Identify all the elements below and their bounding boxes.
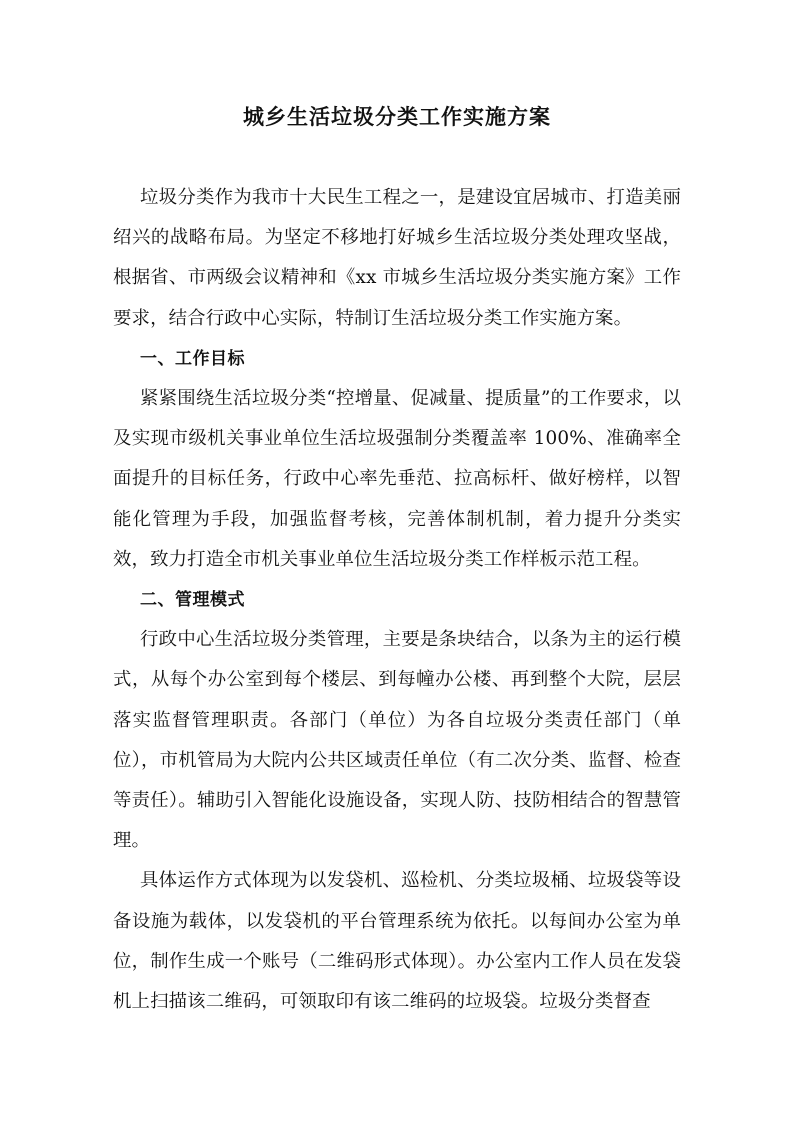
management-paragraph-2: 具体运作方式体现为以发袋机、巡检机、分类垃圾桶、垃圾袋等设备设施为载体，以发袋机的平台管理系统为依托。以每间办公室为单位，制作生成一个账号（二维码形式体现）。办公室内工作人员在发袋机上扫描该二维码，可领取印有该二维码的垃圾袋。垃圾分类督查 (113, 870, 681, 1013)
intro-paragraph: 垃圾分类作为我市十大民生工程之一，是建设宜居城市、打造美丽绍兴的战略布局。为坚定不移地打好城乡生活垃圾分类处理攻坚战，根据省、市两级会议精神和《xx 市城乡生活垃圾分类实施方案》工作要求，结合行政中心实际，特制订生活垃圾分类工作实施方案。 (113, 187, 681, 329)
goals-paragraph: 紧紧围绕生活垃圾分类“控增量、促减量、提质量”的工作要求，以及实现市级机关事业单位生活垃圾强制分类覆盖率 100%、准确率全面提升的目标任务，行政中心率先垂范、拉高标杆、做好榜样，以智能化管理为手段，加强监督考核，完善体制机制，着力提升分类实效，致力打造全市机关事业单位生活垃圾分类工作样板示范工程。 (113, 388, 681, 570)
section-heading-goals: 一、工作目标 (140, 348, 245, 369)
document-body (113, 178, 681, 1022)
document-title: 城乡生活垃圾分类工作实施方案 (243, 105, 551, 129)
section-heading-management: 二、管理模式 (140, 590, 245, 611)
management-paragraph-1: 行政中心生活垃圾分类管理，主要是条块结合，以条为主的运行模式，从每个办公室到每个楼层、到每幢办公楼、再到整个大院，层层落实监督管理职责。各部门（单位）为各自垃圾分类责任部门（单位），市机管局为大院内公共区域责任单位（有二次分类、监督、检查等责任）。辅助引入智能化设施设备，实现人防、技防相结合的智慧管理。 (113, 629, 681, 852)
